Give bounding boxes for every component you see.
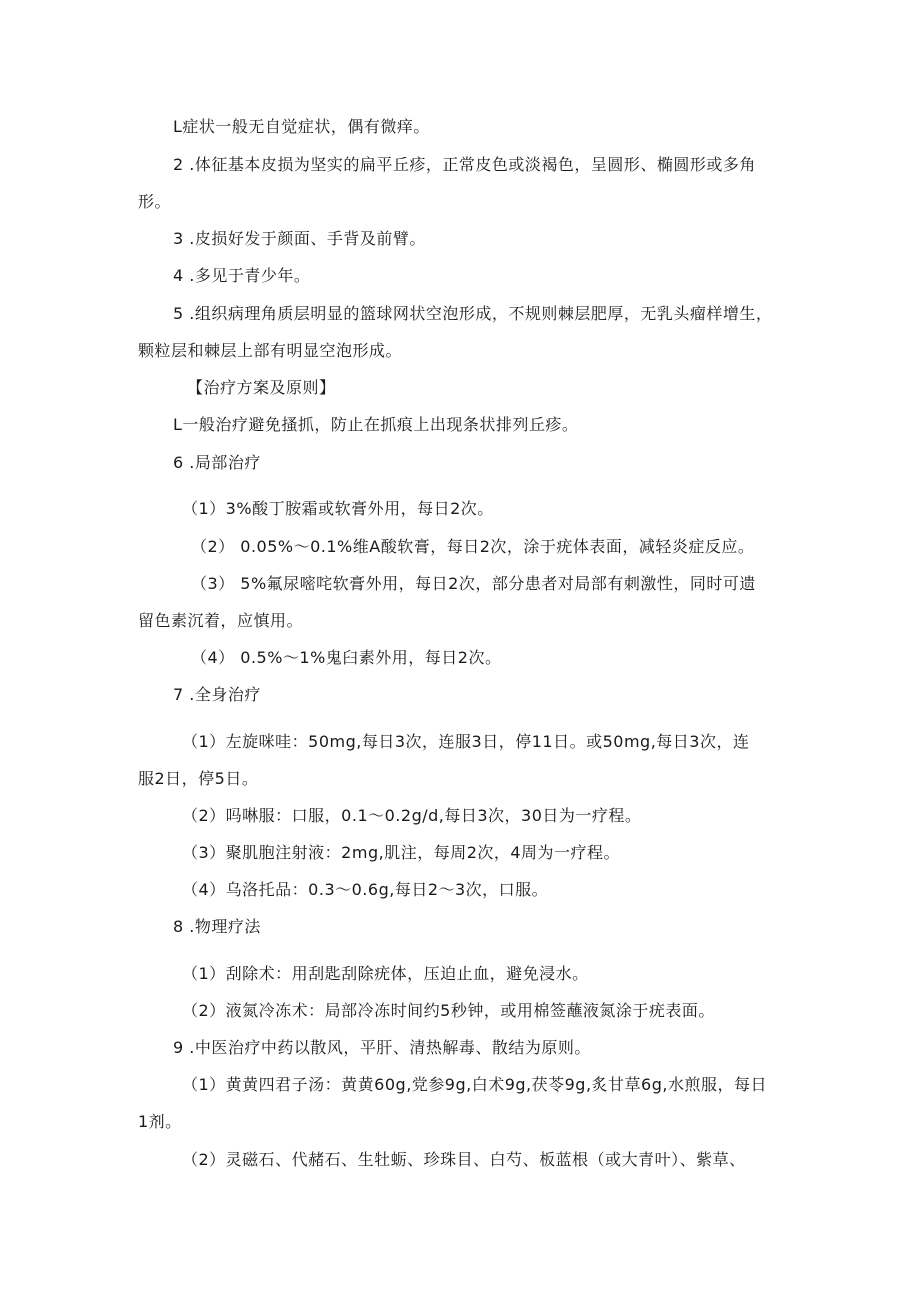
text-line: 3 .皮损好发于颜面、手背及前臂。 bbox=[173, 229, 426, 248]
text-line: 2 .体征基本皮损为坚实的扁平丘疹，正常皮色或淡褐色，呈圆形、椭圆形或多角 bbox=[173, 155, 756, 174]
text-line: （3） 5%氟尿嘧咤软膏外用，每日2次，部分患者对局部有刺激性，同时可遗 bbox=[191, 574, 756, 593]
text-line: 6 .局部治疗 bbox=[173, 453, 261, 472]
section-heading: 【治疗方案及原则】 bbox=[187, 378, 336, 397]
text-line: 7 .全身治疗 bbox=[173, 685, 261, 704]
text-line: （3）聚肌胞注射液：2mg,肌注，每周2次，4周为一疗程。 bbox=[182, 843, 621, 862]
text-line: L症状一般无自觉症状，偶有微痒。 bbox=[173, 117, 430, 136]
text-line: 留色素沉着，应慎用。 bbox=[138, 611, 304, 630]
text-line: 9 .中医治疗中药以散风，平肝、清热解毒、散结为原则。 bbox=[173, 1038, 591, 1057]
text-line: （2）吗啉服：口服，0.1～0.2g/d,每日3次，30日为一疗程。 bbox=[182, 806, 642, 825]
text-line: （1）左旋咪哇：50mg,每日3次，连服3日，停11日。或50mg,每日3次，连 bbox=[182, 732, 750, 751]
text-line: 8 .物理疗法 bbox=[173, 917, 261, 936]
text-line: （1）3%酸丁胺霜或软膏外用，每日2次。 bbox=[182, 499, 494, 518]
text-line: 5 .组织病理角质层明显的篮球网状空泡形成，不规则棘层肥厚，无乳头瘤样增生， bbox=[173, 304, 773, 323]
text-line: （2）液氮冷冻术：局部冷冻时间约5秒钟，或用棉签蘸液氮涂于疣表面。 bbox=[182, 1001, 715, 1020]
text-line: 4 .多见于青少年。 bbox=[173, 266, 311, 285]
text-line: 1剂。 bbox=[138, 1112, 182, 1131]
text-line: L一般治疗避免搔抓，防止在抓痕上出现条状排列丘疹。 bbox=[173, 415, 579, 434]
text-line: （4） 0.5%～1%鬼臼素外用，每日2次。 bbox=[191, 648, 502, 667]
text-line: （4）乌洛托品：0.3～0.6g,每日2～3次，口服。 bbox=[182, 880, 549, 899]
text-line: 服2日，停5日。 bbox=[138, 769, 259, 788]
text-line: 形。 bbox=[138, 192, 172, 211]
text-line: （2）灵磁石、代赭石、生牡蛎、珍珠目、白芍、板蓝根（或大青叶）、紫草、 bbox=[182, 1150, 746, 1169]
text-line: 颗粒层和棘层上部有明显空泡形成。 bbox=[138, 341, 403, 360]
text-line: （1）刮除术：用刮匙刮除疣体，压迫止血，避免浸水。 bbox=[182, 964, 589, 983]
text-line: （2） 0.05%～0.1%维A酸软膏，每日2次，涂于疣体表面，减轻炎症反应。 bbox=[191, 537, 755, 556]
text-line: （1）黄黄四君子汤：黄黄60g,党参9g,白术9g,茯苓9g,炙甘草6g,水煎服，每日 bbox=[182, 1075, 767, 1094]
